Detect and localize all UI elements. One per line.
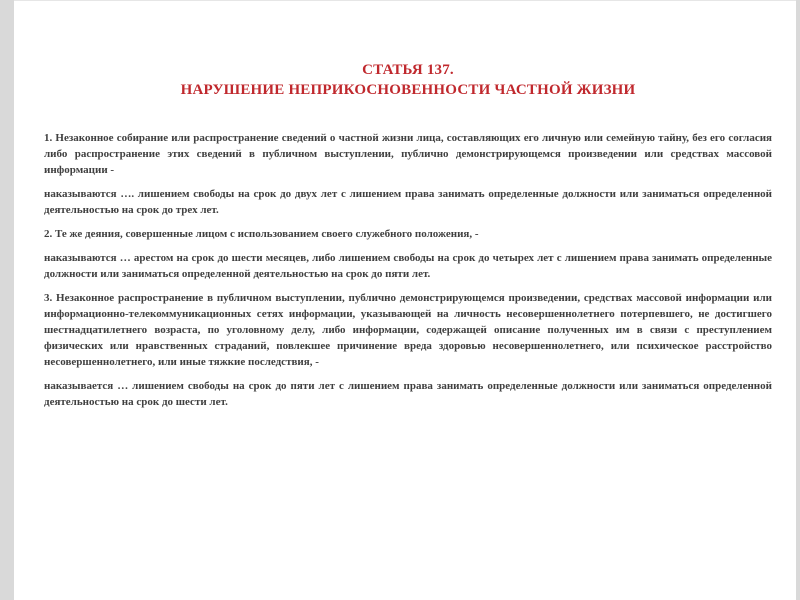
title-article-name: НАРУШЕНИЕ НЕПРИКОСНОВЕННОСТИ ЧАСТНОЙ ЖИЗНИ [180, 82, 636, 98]
right-decorative-strip [796, 0, 800, 600]
left-decorative-bar [0, 0, 14, 600]
paragraph-penalty-1: наказываются …. лишением свободы на срок до двух лет с лишением права занимать определенные должности или заниматься определенной деятельностью на срок до трех лет. [44, 188, 772, 216]
slide-title [44, 60, 772, 100]
paragraph-part-2: 2. Те же деяния, совершенные лицом с использованием своего служебного положения, - [44, 228, 479, 240]
paragraph-part-1: 1. Незаконное собирание или распространение сведений о частной жизни лица, составляющих его личную или семейную тайну, без его согласия либо распространение этих сведений в публичном выступлении, публично демонстрирующемся произведении или средствах массовой информации - [44, 132, 772, 176]
paragraph-part-3: 3. Незаконное распространение в публичном выступлении, публично демонстрирующемся произведении, средствах массовой информации или информационно-телекоммуникационных сетях информации, указывающей на личность несовершеннолетнего потерпевшего, не достигшего шестнадцатилетнего возраста, по уголовному делу, либо информации, содержащей описание полученных им в связи с преступлением физических или нравственных страданий, повлекшее причинение вреда здоровью несовершеннолетнего, или психическое расстройство несовершеннолетнего, или иные тяжкие последствия, - [44, 292, 772, 368]
paragraph-penalty-2: наказываются … арестом на срок до шести месяцев, либо лишением свободы на срок до четырех лет с лишением права занимать определенные должности или заниматься определенной деятельностью на срок до пяти лет. [44, 252, 772, 280]
paragraph-penalty-3: наказывается … лишением свободы на срок до пяти лет с лишением права занимать определенные должности или заниматься определенной деятельностью на срок до шести лет. [44, 380, 772, 408]
slide-content [44, 60, 772, 418]
top-rule [14, 0, 800, 1]
title-article-number: СТАТЬЯ 137. [362, 62, 454, 78]
